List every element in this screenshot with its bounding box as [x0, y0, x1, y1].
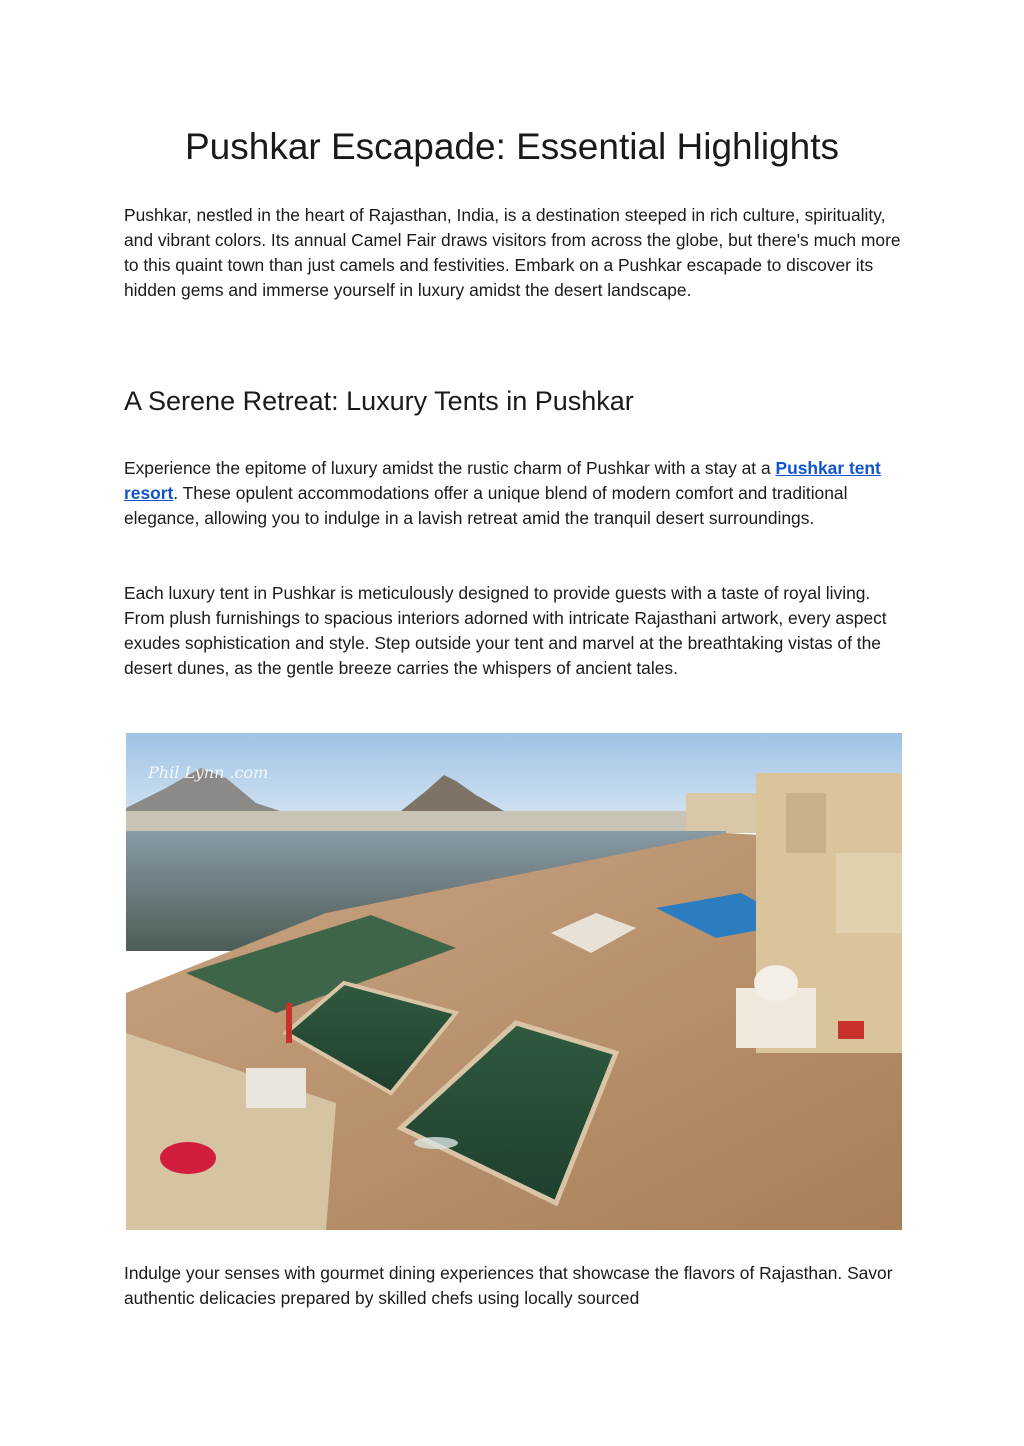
page-title: Pushkar Escapade: Essential Highlights: [184, 126, 840, 167]
intro-paragraph: Pushkar, nestled in the heart of Rajasthan, India, is a destination steeped in rich culture, spirituality, and vibrant colors. Its annual Camel Fair draws visitors from across the globe, but there's much more to this quaint town than just camels and festivities. Embark on a Pushkar escapade to discover its hidden gems and immerse yourself in luxury amidst the desert landscape.: [124, 205, 901, 300]
tent-resort-paragraph: [124, 456, 914, 531]
pushkar-tent-resort-link[interactable]: Pushkar tent resort: [124, 458, 881, 503]
fountain-splash: [414, 1137, 458, 1149]
far-town: [126, 811, 686, 833]
paragraph-text-after-link: . These opulent accommodations offer a unique blend of modern comfort and traditional elegance, allowing you to indulge in a lavish retreat amid the tranquil desert surroundings.: [124, 483, 848, 528]
red-umbrella: [160, 1142, 216, 1174]
paragraph-text-before-link: Experience the epitome of luxury amidst the rustic charm of Pushkar with a stay at a: [124, 458, 776, 478]
luxury-tent-paragraph: Each luxury tent in Pushkar is meticulously designed to provide guests with a taste of royal living. From plush furnishings to spacious interiors adorned with intricate Rajasthani artwork, every aspect exudes sophistication and style. Step outside your tent and marvel at the breathtaking vistas of the desert dunes, as the gentle breeze carries the whispers of ancient tales.: [124, 583, 887, 678]
section-heading: A Serene Retreat: Luxury Tents in Pushkar: [124, 386, 634, 416]
pushkar-lake-photo: [126, 733, 902, 1230]
photo-watermark: Phil Lynn .com: [148, 763, 269, 782]
dining-paragraph: Indulge your senses with gourmet dining experiences that showcase the flavors of Rajasthan. Savor authentic delicacies prepared by skilled chefs using locally sourced: [124, 1263, 893, 1308]
